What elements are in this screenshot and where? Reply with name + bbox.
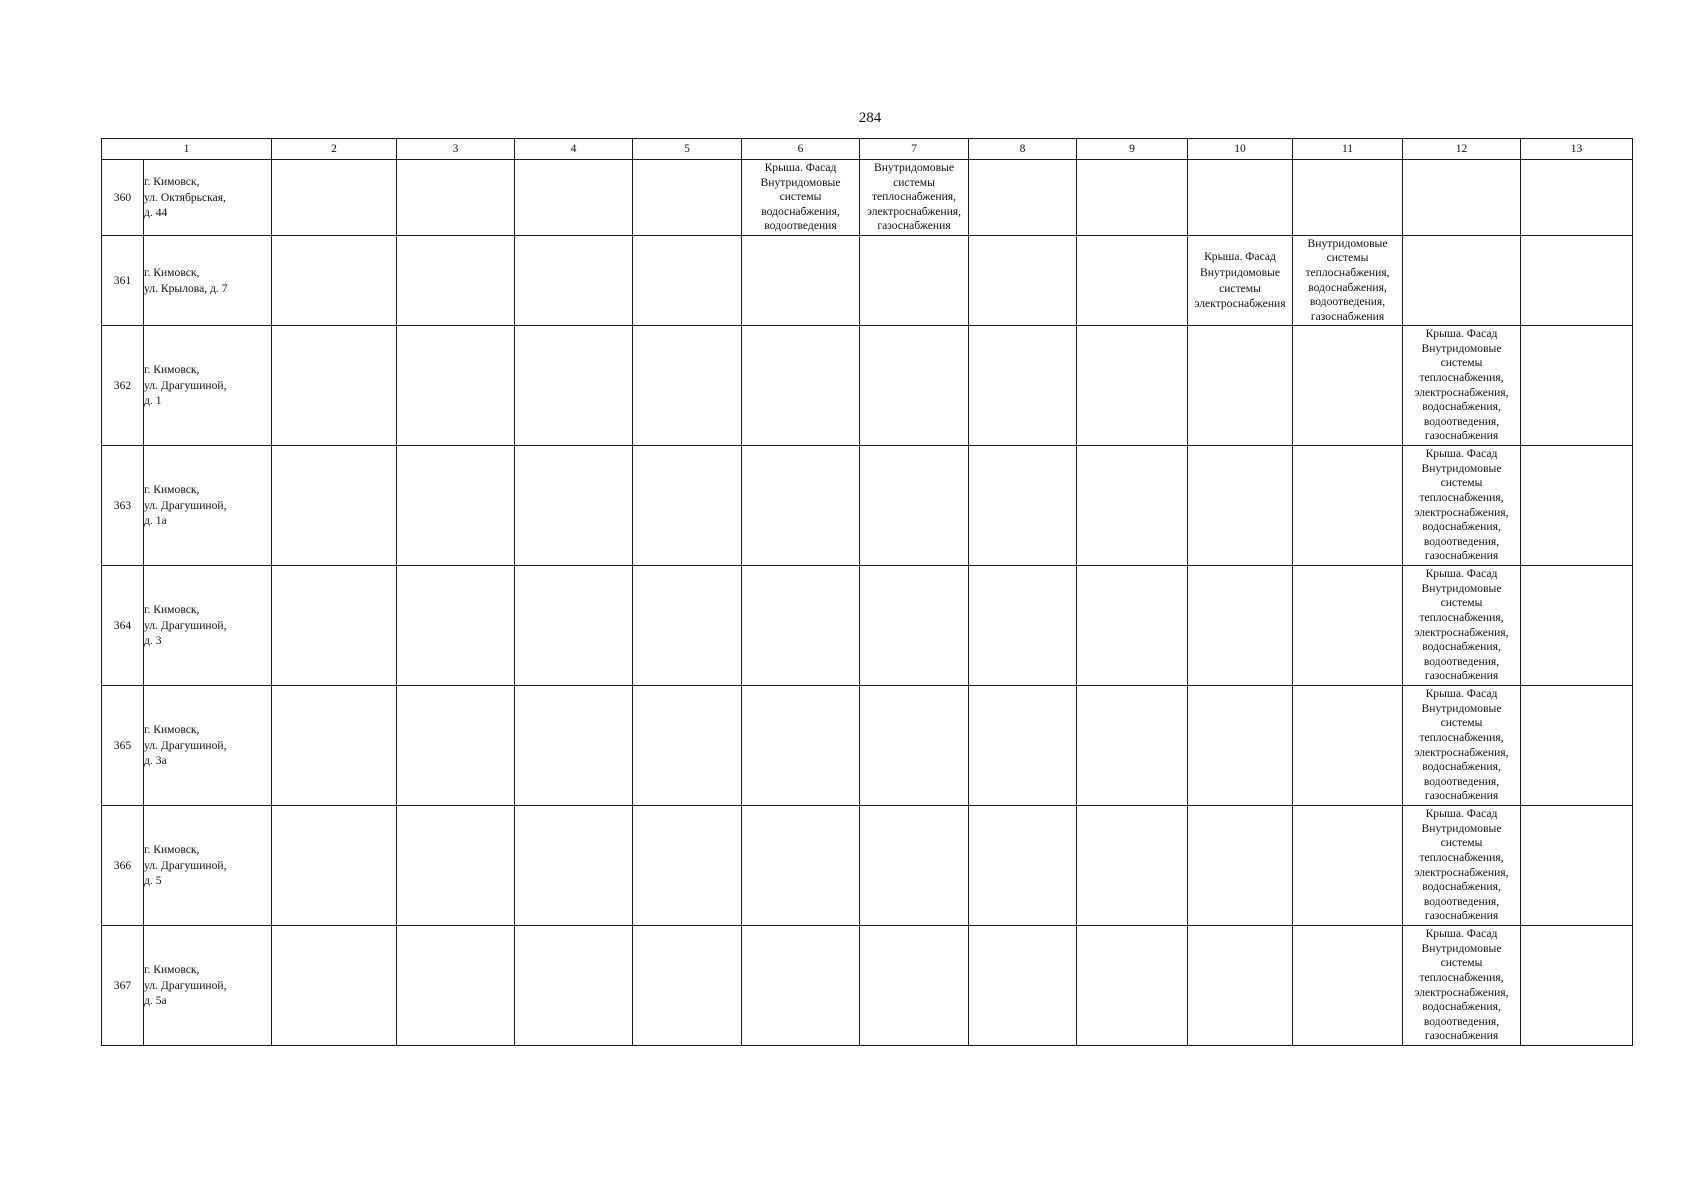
repair-schedule-table [101, 138, 1633, 1046]
cell-text-line: Крыша. Фасад [1425, 327, 1498, 341]
empty-cell [1077, 326, 1188, 446]
cell-text-line: водоснабжения, [761, 204, 840, 218]
cell-text-line: ул. Драгушиной, [144, 978, 227, 992]
work-cell-col-11 [1293, 236, 1403, 326]
empty-cell [272, 236, 397, 326]
empty-cell [1521, 566, 1633, 686]
empty-cell [860, 446, 969, 566]
table-row [102, 160, 1633, 236]
cell-text-line: водоснабжения, [1422, 640, 1501, 654]
empty-cell [860, 326, 969, 446]
empty-cell [969, 326, 1077, 446]
cell-text-line: электроснабжения [1194, 297, 1286, 311]
cell-text-line: ул. Драгушиной, [144, 618, 227, 632]
empty-cell [397, 686, 515, 806]
cell-text-line: электроснабжения, [1414, 745, 1509, 759]
address-cell [144, 806, 272, 926]
cell-text-line: электроснабжения, [1414, 625, 1509, 639]
cell-text-line: Крыша. Фасад [1425, 447, 1498, 461]
row-number: 363 [102, 446, 144, 566]
empty-cell [515, 686, 633, 806]
cell-text-line: г. Кимовск, [144, 363, 200, 377]
work-cell-col-12 [1403, 806, 1521, 926]
cell-text-line: д. 1а [144, 514, 167, 528]
cell-text-line: электроснабжения, [1414, 985, 1509, 999]
empty-cell [1188, 566, 1293, 686]
table-row [102, 806, 1633, 926]
address-cell [144, 160, 272, 236]
table-row [102, 926, 1633, 1046]
empty-cell [860, 236, 969, 326]
empty-cell [1188, 326, 1293, 446]
cell-text-line: г. Кимовск, [144, 843, 200, 857]
empty-cell [1521, 446, 1633, 566]
empty-cell [1521, 160, 1633, 236]
cell-text-line: Внутридомовые [1200, 265, 1280, 279]
empty-cell [633, 806, 742, 926]
cell-text-line: д. 3а [144, 754, 167, 768]
cell-text-line: газоснабжения [1310, 309, 1385, 323]
empty-cell [969, 686, 1077, 806]
cell-text-line: системы [1440, 356, 1483, 370]
table-row [102, 446, 1633, 566]
empty-cell [969, 446, 1077, 566]
column-header: 5 [633, 139, 742, 160]
cell-text-line: Внутридомовые [1421, 461, 1502, 475]
empty-cell [1077, 926, 1188, 1046]
cell-text-line: теплоснабжения, [1305, 265, 1390, 279]
cell-text-line: системы [1219, 281, 1261, 295]
empty-cell [272, 686, 397, 806]
work-description [1403, 566, 1520, 684]
cell-text-line: Крыша. Фасад [764, 161, 837, 175]
row-number: 365 [102, 686, 144, 806]
work-cell-col-10 [1188, 236, 1293, 326]
cell-text-line: системы [779, 190, 822, 204]
column-header: 2 [272, 139, 397, 160]
cell-text-line: газоснабжения [1424, 1029, 1499, 1043]
cell-text-line: водоснабжения, [1422, 880, 1501, 894]
column-number-row [102, 139, 1633, 160]
cell-text-line: газоснабжения [1424, 789, 1499, 803]
cell-text-line: водоотведения, [1423, 534, 1500, 548]
address-cell [144, 926, 272, 1046]
empty-cell [860, 686, 969, 806]
cell-text-line: Крыша. Фасад [1425, 687, 1498, 701]
cell-text-line: системы [893, 175, 935, 189]
empty-cell [969, 160, 1077, 236]
empty-cell [1077, 566, 1188, 686]
cell-text-line: Внутридомовые [1421, 581, 1502, 595]
work-description [1403, 446, 1520, 564]
address-cell [144, 326, 272, 446]
empty-cell [1077, 686, 1188, 806]
address-cell [144, 566, 272, 686]
empty-cell [1521, 926, 1633, 1046]
cell-text-line: теплоснабжения, [1419, 970, 1504, 984]
empty-cell [1293, 806, 1403, 926]
empty-cell [1293, 686, 1403, 806]
cell-text-line: системы [1326, 251, 1369, 265]
cell-text-line: системы [1440, 476, 1483, 490]
empty-cell [515, 926, 633, 1046]
cell-text-line: системы [1440, 836, 1483, 850]
table-row [102, 566, 1633, 686]
address-cell [144, 236, 272, 326]
cell-text-line: г. Кимовск, [144, 175, 200, 189]
empty-cell [742, 806, 860, 926]
empty-cell [860, 926, 969, 1046]
address-cell [144, 446, 272, 566]
empty-cell [969, 566, 1077, 686]
empty-cell [633, 926, 742, 1046]
cell-text-line: Внутридомовые [1307, 236, 1388, 250]
work-description [742, 160, 859, 234]
table-row [102, 236, 1633, 326]
empty-cell [397, 806, 515, 926]
page-number: 284 [858, 110, 882, 126]
work-description [1188, 249, 1292, 311]
empty-cell [969, 236, 1077, 326]
work-description [860, 160, 968, 234]
empty-cell [272, 326, 397, 446]
empty-cell [1188, 446, 1293, 566]
empty-cell [1188, 160, 1293, 236]
row-number: 361 [102, 236, 144, 326]
cell-text-line: теплоснабжения, [1419, 610, 1504, 624]
cell-text-line: электроснабжения, [1414, 385, 1509, 399]
empty-cell [1188, 806, 1293, 926]
empty-cell [397, 926, 515, 1046]
work-cell-col-12 [1403, 926, 1521, 1046]
empty-cell [633, 326, 742, 446]
column-header: 3 [397, 139, 515, 160]
column-header: 6 [742, 139, 860, 160]
cell-text-line: д. 44 [144, 206, 168, 220]
column-header: 4 [515, 139, 633, 160]
row-number: 360 [102, 160, 144, 236]
cell-text-line: Крыша. Фасад [1425, 567, 1498, 581]
cell-text-line: ул. Драгушиной, [144, 498, 227, 512]
cell-text-line: газоснабжения [1424, 429, 1499, 443]
empty-cell [742, 686, 860, 806]
cell-text-line: водоснабжения, [1422, 400, 1501, 414]
cell-text-line: ул. Драгушиной, [144, 378, 227, 392]
cell-text-line: системы [1440, 956, 1483, 970]
row-number: 367 [102, 926, 144, 1046]
empty-cell [742, 566, 860, 686]
cell-text-line: водоотведения, [1423, 774, 1500, 788]
cell-text-line: водоотведения, [1423, 894, 1500, 908]
empty-cell [860, 566, 969, 686]
cell-text-line: Внутридомовые [760, 175, 841, 189]
empty-cell [1188, 926, 1293, 1046]
empty-cell [515, 326, 633, 446]
work-description [1403, 686, 1520, 804]
empty-cell [1521, 806, 1633, 926]
cell-text-line: г. Кимовск, [144, 265, 200, 279]
empty-cell [742, 326, 860, 446]
work-cell-col-7 [860, 160, 969, 236]
cell-text-line: ул. Октябрьская, [144, 190, 226, 204]
work-description [1403, 326, 1520, 444]
empty-cell [633, 160, 742, 236]
cell-text-line: водоснабжения, [1422, 760, 1501, 774]
empty-cell [1293, 446, 1403, 566]
cell-text-line: водоснабжения, [1422, 1000, 1501, 1014]
cell-text-line: водоотведения, [1423, 654, 1500, 668]
address-cell [144, 686, 272, 806]
cell-text-line: водоотведения, [1309, 295, 1386, 309]
cell-text-line: газоснабжения [1424, 669, 1499, 683]
cell-text-line: ул. Крылова, д. 7 [144, 281, 228, 295]
column-header: 11 [1293, 139, 1403, 160]
empty-cell [1293, 326, 1403, 446]
column-header: 13 [1521, 139, 1633, 160]
cell-text-line: Внутридомовые [1421, 701, 1502, 715]
cell-text-line: водоснабжения, [1422, 520, 1501, 534]
cell-text-line: теплоснабжения, [871, 190, 957, 204]
empty-cell [272, 446, 397, 566]
cell-text-line: теплоснабжения, [1419, 850, 1504, 864]
cell-text-line: теплоснабжения, [1419, 490, 1504, 504]
cell-text-line: газоснабжения [877, 219, 951, 233]
empty-cell [633, 236, 742, 326]
empty-cell [1293, 160, 1403, 236]
empty-cell [515, 566, 633, 686]
empty-cell [272, 566, 397, 686]
empty-cell [969, 926, 1077, 1046]
row-number: 366 [102, 806, 144, 926]
empty-cell [633, 686, 742, 806]
cell-text-line: водоотведения [764, 219, 837, 233]
column-header: 10 [1188, 139, 1293, 160]
empty-cell [1293, 926, 1403, 1046]
cell-text-line: Внутридомовые [874, 161, 954, 175]
cell-text-line: ул. Драгушиной, [144, 858, 227, 872]
cell-text-line: теплоснабжения, [1419, 370, 1504, 384]
work-cell-col-12 [1403, 686, 1521, 806]
cell-text-line: д. 3 [144, 634, 162, 648]
table-body [102, 139, 1633, 1046]
empty-cell [272, 160, 397, 236]
work-description [1403, 926, 1520, 1044]
cell-text-line: г. Кимовск, [144, 483, 200, 497]
cell-text-line: Внутридомовые [1421, 821, 1502, 835]
empty-cell [1521, 236, 1633, 326]
empty-cell [742, 446, 860, 566]
cell-text-line: ул. Драгушиной, [144, 738, 227, 752]
cell-text-line: г. Кимовск, [144, 723, 200, 737]
cell-text-line: д. 1 [144, 394, 162, 408]
empty-cell [1077, 236, 1188, 326]
empty-cell [1077, 446, 1188, 566]
empty-cell [1521, 326, 1633, 446]
work-cell-col-6 [742, 160, 860, 236]
work-cell-col-12 [1403, 326, 1521, 446]
empty-cell [742, 236, 860, 326]
empty-cell [515, 236, 633, 326]
cell-text-line: системы [1440, 716, 1483, 730]
table-row [102, 326, 1633, 446]
work-cell-col-12 [1403, 566, 1521, 686]
table-row [102, 686, 1633, 806]
empty-cell [397, 446, 515, 566]
empty-cell [1403, 236, 1521, 326]
cell-text-line: г. Кимовск, [144, 603, 200, 617]
cell-text-line: г. Кимовск, [144, 963, 200, 977]
row-number: 364 [102, 566, 144, 686]
empty-cell [969, 806, 1077, 926]
cell-text-line: электроснабжения, [1414, 865, 1509, 879]
cell-text-line: д. 5а [144, 994, 167, 1008]
empty-cell [1403, 160, 1521, 236]
empty-cell [1188, 686, 1293, 806]
column-header: 12 [1403, 139, 1521, 160]
row-number: 362 [102, 326, 144, 446]
empty-cell [1077, 160, 1188, 236]
cell-text-line: Крыша. Фасад [1425, 807, 1498, 821]
work-description [1403, 806, 1520, 924]
empty-cell [633, 446, 742, 566]
empty-cell [515, 446, 633, 566]
empty-cell [515, 160, 633, 236]
cell-text-line: электроснабжения, [1414, 505, 1509, 519]
empty-cell [515, 806, 633, 926]
cell-text-line: газоснабжения [1424, 549, 1499, 563]
work-description [1293, 236, 1402, 325]
cell-text-line: водоснабжения, [1308, 280, 1387, 294]
work-cell-col-12 [1403, 446, 1521, 566]
column-header: 9 [1077, 139, 1188, 160]
empty-cell [272, 926, 397, 1046]
empty-cell [397, 326, 515, 446]
empty-cell [397, 566, 515, 686]
cell-text-line: Крыша. Фасад [1204, 250, 1276, 264]
cell-text-line: электроснабжения, [866, 204, 962, 218]
empty-cell [633, 566, 742, 686]
cell-text-line: Внутридомовые [1421, 341, 1502, 355]
column-header: 7 [860, 139, 969, 160]
cell-text-line: водоотведения, [1423, 414, 1500, 428]
column-header: 1 [102, 139, 272, 160]
cell-text-line: д. 5 [144, 874, 162, 888]
column-header: 8 [969, 139, 1077, 160]
empty-cell [272, 806, 397, 926]
empty-cell [1521, 686, 1633, 806]
cell-text-line: водоотведения, [1423, 1014, 1500, 1028]
empty-cell [397, 160, 515, 236]
empty-cell [742, 926, 860, 1046]
empty-cell [1077, 806, 1188, 926]
empty-cell [397, 236, 515, 326]
empty-cell [860, 806, 969, 926]
cell-text-line: системы [1440, 596, 1483, 610]
cell-text-line: газоснабжения [1424, 909, 1499, 923]
cell-text-line: Внутридомовые [1421, 941, 1502, 955]
cell-text-line: Крыша. Фасад [1425, 927, 1498, 941]
cell-text-line: теплоснабжения, [1419, 730, 1504, 744]
empty-cell [1293, 566, 1403, 686]
